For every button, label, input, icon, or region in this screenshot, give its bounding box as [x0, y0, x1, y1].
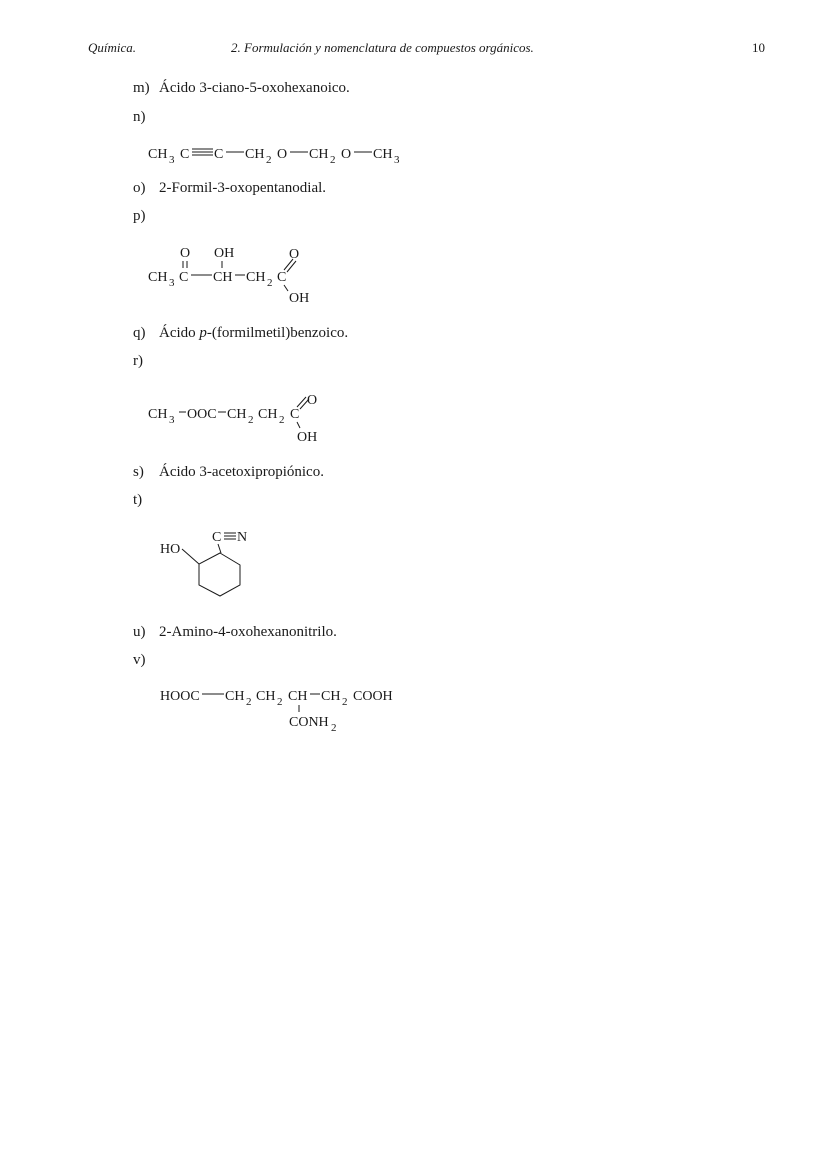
svg-text:CH: CH	[373, 147, 393, 162]
svg-text:HO: HO	[160, 542, 181, 557]
svg-text:2: 2	[330, 154, 336, 166]
svg-text:2: 2	[267, 277, 273, 289]
svg-text:2: 2	[331, 722, 337, 734]
item-text: Ácido 3-acetoxipropiónico.	[159, 464, 324, 480]
svg-text:CONH: CONH	[289, 715, 329, 730]
header-chapter: 2. Formulación y nomenclatura de compuestos orgánicos.	[231, 40, 534, 55]
svg-text:C: C	[212, 530, 222, 545]
item-label: v)	[133, 652, 146, 668]
svg-text:CH: CH	[245, 147, 265, 162]
page-number: 10	[752, 40, 765, 55]
svg-text:CH: CH	[258, 407, 278, 422]
svg-text:2: 2	[248, 414, 254, 426]
item-label: s)	[133, 464, 144, 480]
svg-text:2: 2	[342, 696, 348, 708]
svg-text:N: N	[237, 530, 248, 545]
svg-text:O: O	[289, 247, 300, 262]
svg-text:O: O	[180, 246, 191, 261]
item-text: 2-Formil-3-oxopentanodial.	[159, 180, 327, 196]
item-text: Ácido 3-ciano-5-oxohexanoico.	[159, 80, 350, 96]
svg-text:2: 2	[246, 696, 252, 708]
svg-text:CH: CH	[227, 407, 247, 422]
svg-text:C: C	[179, 270, 189, 285]
item-text-italic: p	[199, 325, 207, 341]
item-text-post: -(formilmetil)benzoico.	[206, 325, 349, 341]
svg-text:3: 3	[394, 154, 400, 166]
svg-text:CH: CH	[148, 270, 168, 285]
svg-text:CH: CH	[213, 270, 233, 285]
svg-text:CH: CH	[288, 689, 308, 704]
svg-text:O: O	[277, 147, 288, 162]
svg-text:CH: CH	[256, 689, 276, 704]
svg-text:HOOC: HOOC	[160, 689, 200, 704]
svg-text:CH: CH	[309, 147, 329, 162]
svg-text:CH: CH	[148, 147, 168, 162]
item-label: o)	[133, 180, 146, 196]
svg-text:2: 2	[266, 154, 272, 166]
svg-text:CH: CH	[148, 407, 168, 422]
item-label: p)	[133, 208, 146, 224]
svg-text:O: O	[341, 147, 352, 162]
item-label: m)	[133, 80, 150, 96]
svg-text:C: C	[290, 407, 300, 422]
item-label: n)	[133, 109, 146, 125]
item-label: u)	[133, 624, 146, 640]
svg-text:OOC: OOC	[187, 407, 217, 422]
svg-text:CH: CH	[246, 270, 266, 285]
svg-text:2: 2	[279, 414, 285, 426]
svg-text:C: C	[277, 270, 287, 285]
svg-text:2: 2	[277, 696, 283, 708]
svg-text:OH: OH	[297, 430, 318, 445]
item-text-pre: Ácido	[159, 325, 200, 341]
svg-text:3: 3	[169, 154, 175, 166]
svg-text:C: C	[180, 147, 190, 162]
svg-text:OH: OH	[289, 291, 310, 306]
item-text: 2-Amino-4-oxohexanonitrilo.	[159, 624, 337, 640]
svg-text:3: 3	[169, 277, 175, 289]
item-label: t)	[133, 492, 143, 508]
svg-text:3: 3	[169, 414, 175, 426]
item-label: q)	[133, 325, 146, 341]
item-label: r)	[133, 353, 143, 369]
svg-text:CH: CH	[321, 689, 341, 704]
svg-text:CH: CH	[225, 689, 245, 704]
svg-text:COOH: COOH	[353, 689, 393, 704]
svg-text:OH: OH	[214, 246, 235, 261]
header-subject: Química.	[88, 40, 137, 55]
svg-text:O: O	[307, 393, 318, 408]
svg-text:C: C	[214, 147, 224, 162]
